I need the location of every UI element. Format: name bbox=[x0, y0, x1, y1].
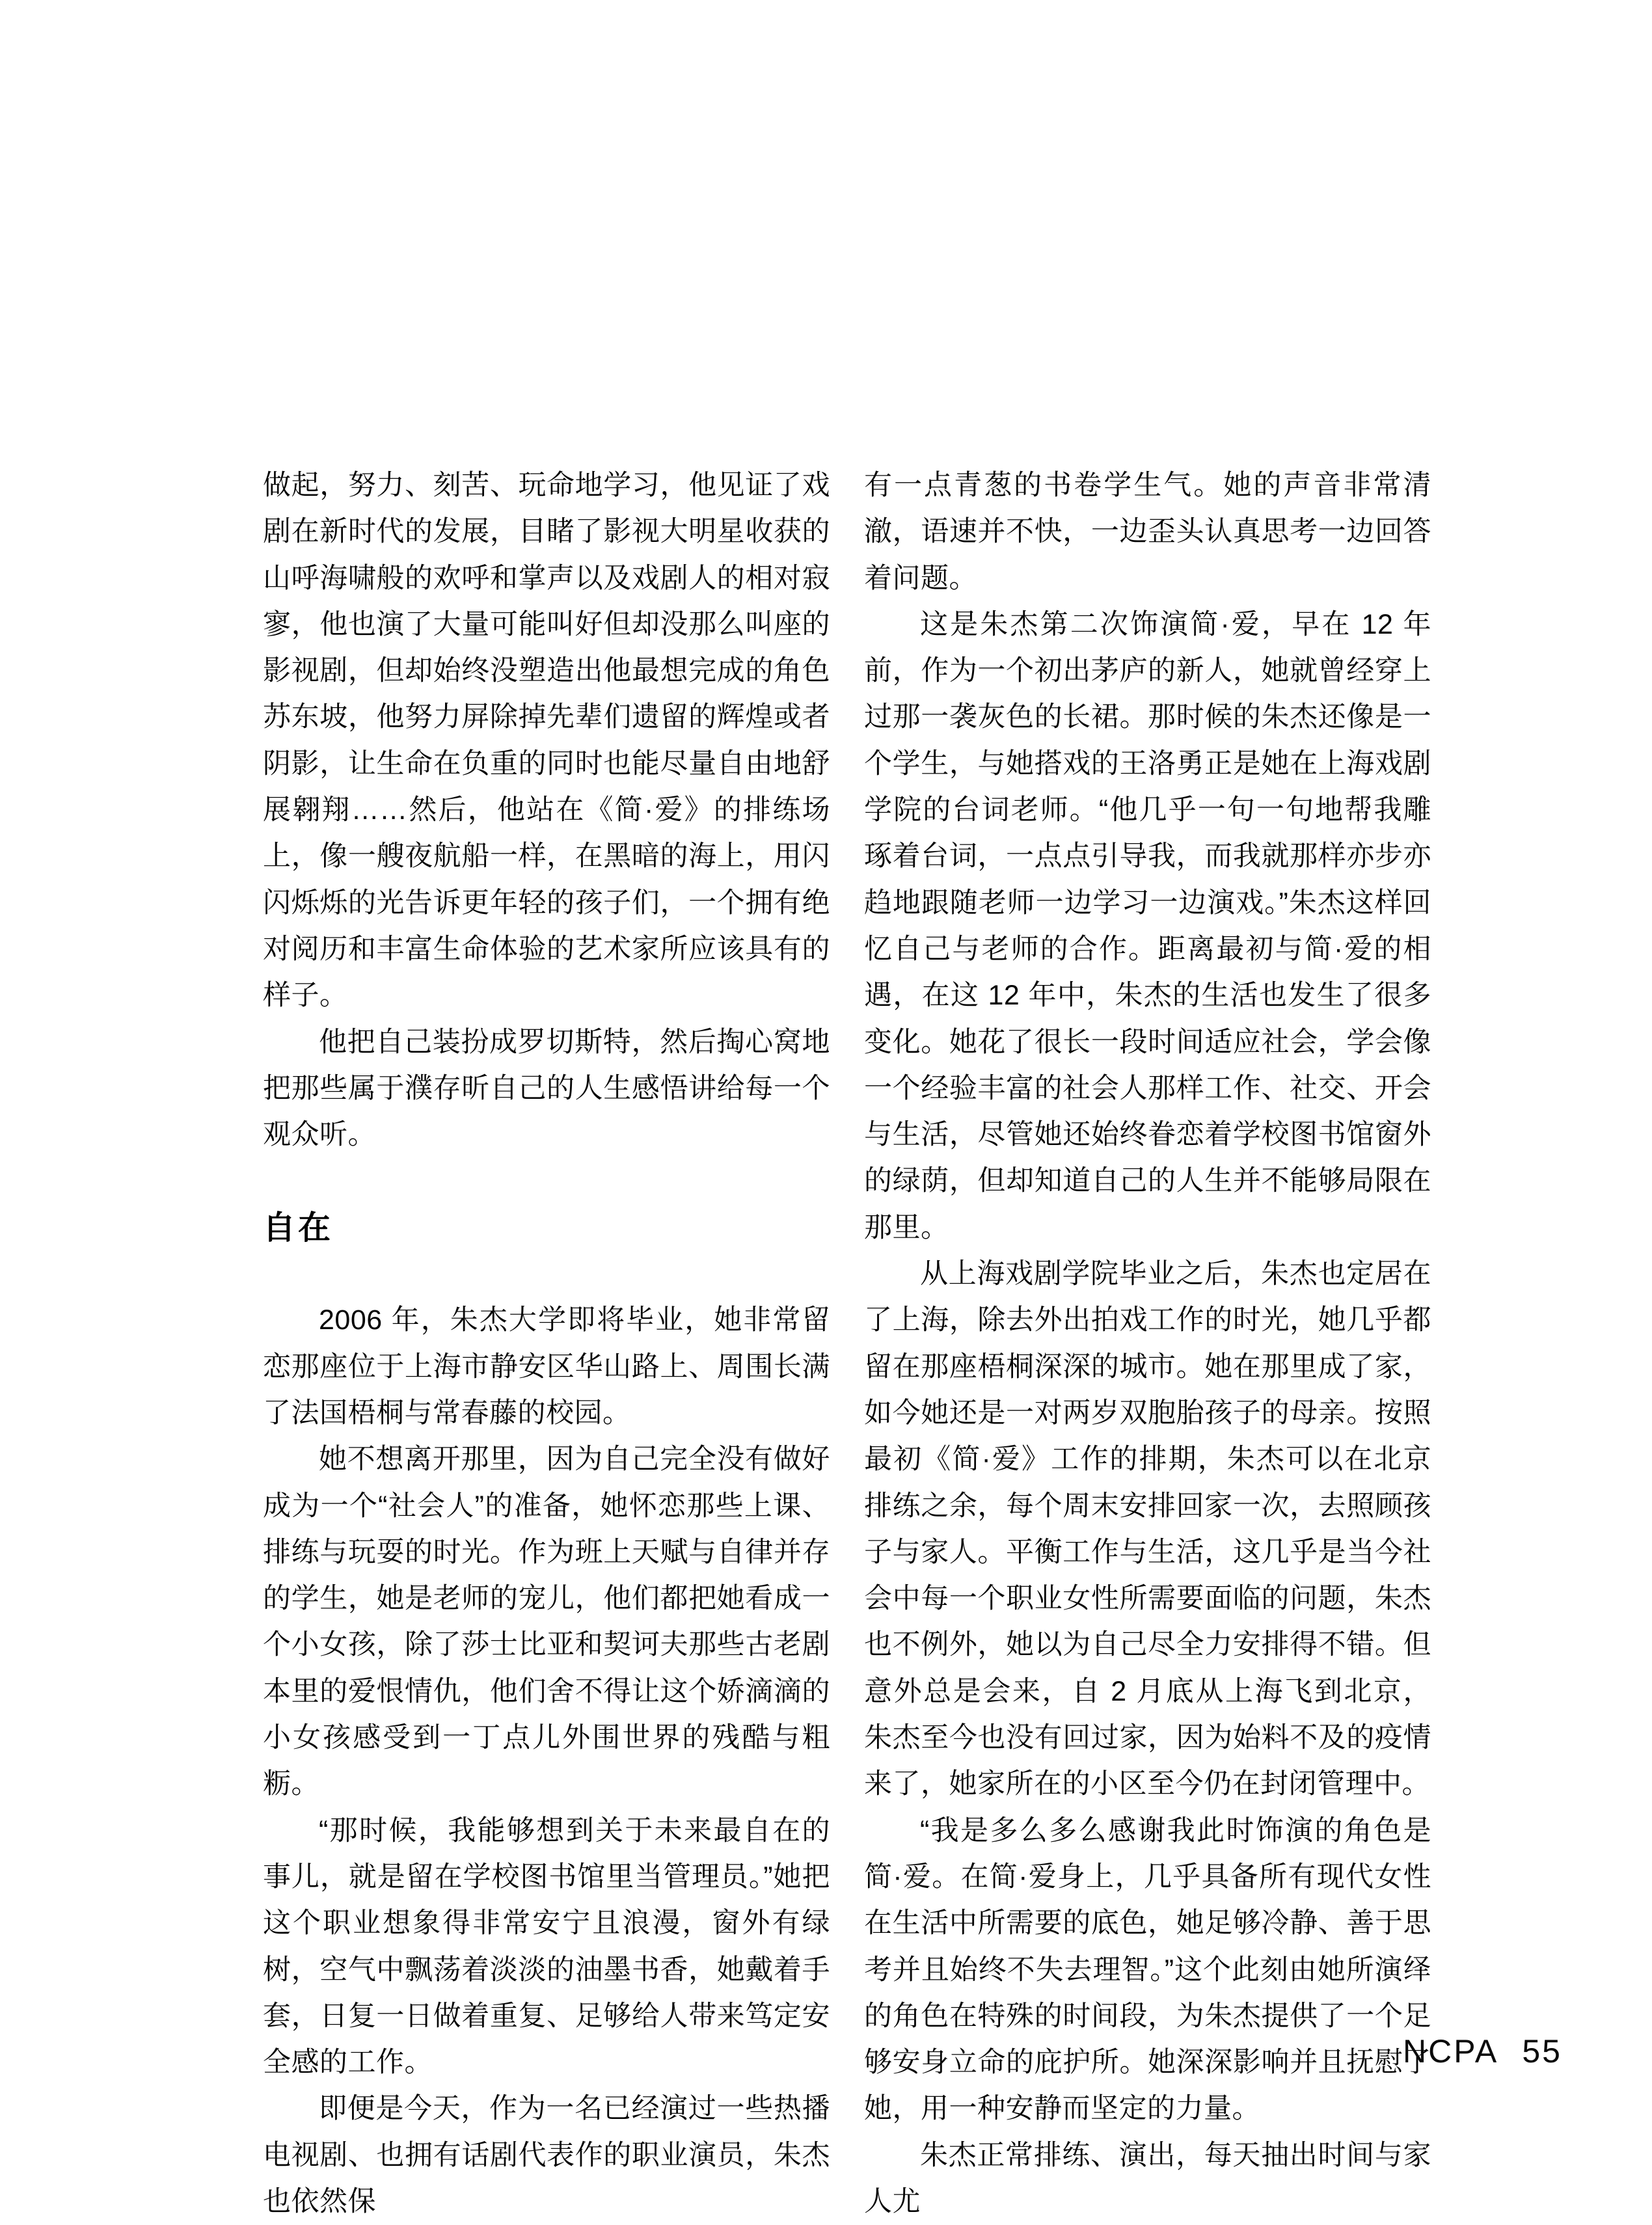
paragraph: 从上海戏剧学院毕业之后，朱杰也定居在了上海，除去外出拍戏工作的时光，她几乎都留在那座梧桐深深的城市。她在那里成了家，如今她还是一对两岁双胞胎孩子的母亲。按照最初《简·爱》工作的排期，朱杰可以在北京排练之余，每个周末安排回家一次，去照顾孩子与家人。平衡工作与生活，这几乎是当今社会中每一个职业女性所需要面临的问题，朱杰也不例外，她以为自己尽全力安排得不错。但意外总是会来，自 2 月底从上海飞到北京，朱杰至今也没有回过家，因为始料不及的疫情来了，她家所在的小区至今仍在封闭管理中。 bbox=[864, 1258, 1431, 1800]
paragraph: 他把自己装扮成罗切斯特，然后掏心窝地把那些属于濮存昕自己的人生感悟讲给每一个观众听。 bbox=[263, 1026, 830, 1151]
paragraph: 朱杰正常排练、演出，每天抽出时间与家人尤 bbox=[864, 2139, 1431, 2217]
text-column-right bbox=[864, 463, 1431, 2225]
text-column-left bbox=[263, 463, 830, 2225]
paragraph: 2006 年，朱杰大学即将毕业，她非常留恋那座位于上海市静安区华山路上、周围长满了法国梧桐与常春藤的校园。 bbox=[263, 1304, 830, 1429]
paragraph: “我是多么多么感谢我此时饰演的角色是简·爱。在简·爱身上，几乎具备所有现代女性在生活中所需要的底色，她足够冷静、善于思考并且始终不失去理智。”这个此刻由她所演绎的角色在特殊的时间段，为朱杰提供了一个足够安身立命的庇护所。她深深影响并且抚慰了她，用一种安静而坚定的力量。 bbox=[864, 1814, 1431, 2125]
page-number: NCPA 55 bbox=[1403, 2033, 1562, 2070]
section-heading: 自在 bbox=[263, 1209, 333, 1246]
paragraph: 即便是今天，作为一名已经演过一些热播电视剧、也拥有话剧代表作的职业演员，朱杰也依然保 bbox=[263, 2093, 830, 2217]
paragraph: 这是朱杰第二次饰演简·爱，早在 12 年前，作为一个初出茅庐的新人，她就曾经穿上过那一袭灰色的长裙。那时候的朱杰还像是一个学生，与她搭戏的王洛勇正是她在上海戏剧学院的台词老师。“他几乎一句一句地帮我雕琢着台词，一点点引导我，而我就那样亦步亦趋地跟随老师一边学习一边演戏。”朱杰这样回忆自己与老师的合作。距离最初与简·爱的相遇，在这 12 年中，朱杰的生活也发生了很多变化。她花了很长一段时间适应社会，学会像一个经验丰富的社会人那样工作、社交、开会与生活，尽管她还始终眷恋着学校图书馆窗外的绿荫，但却知道自己的人生并不能够局限在那里。 bbox=[864, 608, 1431, 1243]
paragraph: 她不想离开那里，因为自己完全没有做好成为一个“社会人”的准备，她怀恋那些上课、排练与玩耍的时光。作为班上天赋与自律并存的学生，她是老师的宠儿，他们都把她看成一个小女孩，除了莎士比亚和契诃夫那些古老剧本里的爱恨情仇，他们舍不得让这个娇滴滴的小女孩感受到一丁点儿外围世界的残酷与粗粝。 bbox=[263, 1444, 830, 1800]
paragraph: 有一点青葱的书卷学生气。她的声音非常清澈，语速并不快，一边歪头认真思考一边回答着问题。 bbox=[864, 470, 1431, 594]
paragraph: “那时候，我能够想到关于未来最自在的事儿，就是留在学校图书馆里当管理员。”她把这个职业想象得非常安宁且浪漫，窗外有绿树，空气中飘荡着淡淡的油墨书香，她戴着手套，日复一日做着重复、足够给人带来笃定安全感的工作。 bbox=[263, 1814, 830, 2079]
paragraph: 做起，努力、刻苦、玩命地学习，他见证了戏剧在新时代的发展，目睹了影视大明星收获的山呼海啸般的欢呼和掌声以及戏剧人的相对寂寥，他也演了大量可能叫好但却没那么叫座的影视剧，但却始终没塑造出他最想完成的角色苏东坡，他努力屏除掉先辈们遗留的辉煌或者阴影，让生命在负重的同时也能尽量自由地舒展翱翔……然后，他站在《简·爱》的排练场上，像一艘夜航船一样，在黑暗的海上，用闪闪烁烁的光告诉更年轻的孩子们，一个拥有绝对阅历和丰富生命体验的艺术家所应该具有的样子。 bbox=[263, 470, 830, 1012]
